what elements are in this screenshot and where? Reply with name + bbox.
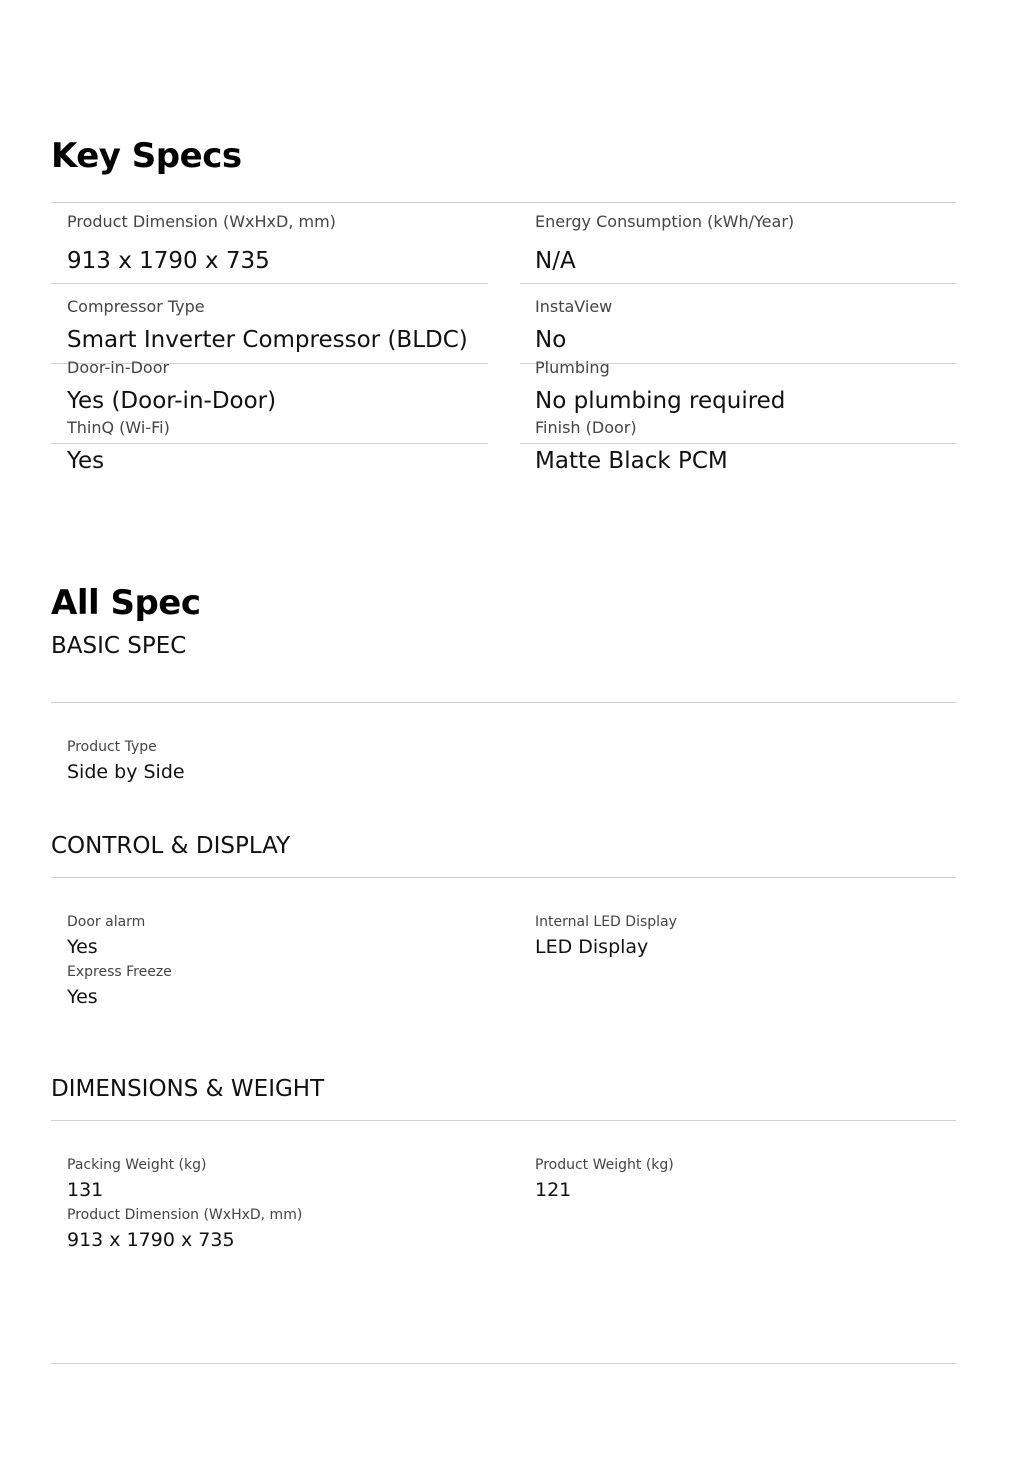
key-spec-label: Finish (Door) [535, 418, 637, 437]
spec-item [535, 1156, 674, 1202]
section-title-dimensions-weight: DIMENSIONS & WEIGHT [51, 1076, 325, 1102]
key-spec-divider [520, 283, 956, 284]
key-spec-item [535, 212, 794, 275]
spec-item [535, 913, 677, 959]
key-spec-label: Energy Consumption (kWh/Year) [535, 212, 795, 231]
spec-value: Yes [67, 986, 98, 1008]
key-spec-label: Compressor Type [67, 297, 205, 316]
key-spec-value: Yes [67, 448, 105, 474]
spec-label: Packing Weight (kg) [67, 1157, 207, 1173]
spec-item [67, 738, 185, 784]
key-spec-value: 913 x 1790 x 735 [67, 248, 270, 274]
key-spec-value: No [535, 327, 567, 353]
key-spec-value: No plumbing required [535, 388, 786, 414]
section-divider [51, 877, 956, 878]
spec-value: LED Display [535, 936, 649, 958]
section-title-basic-spec: BASIC SPEC [51, 633, 187, 659]
key-spec-value: N/A [535, 248, 576, 274]
section-divider [51, 1120, 956, 1121]
spec-item [67, 1156, 206, 1202]
all-spec-title: All Spec [51, 583, 201, 623]
spec-value: Yes [67, 936, 98, 958]
spec-label: Product Weight (kg) [535, 1157, 674, 1173]
spec-value: 121 [535, 1179, 572, 1201]
footer-divider [51, 1363, 956, 1364]
spec-item [67, 913, 145, 959]
spec-label: Express Freeze [67, 964, 172, 980]
spec-label: Product Type [67, 739, 157, 755]
spec-item [67, 963, 172, 1009]
key-spec-item [535, 297, 612, 354]
spec-value: 131 [67, 1179, 104, 1201]
key-spec-item [67, 212, 336, 275]
key-spec-label: Door-in-Door [67, 358, 170, 377]
key-spec-label: ThinQ (Wi-Fi) [67, 418, 170, 437]
key-spec-label: InstaView [535, 297, 613, 316]
key-spec-label: Product Dimension (WxHxD, mm) [67, 212, 336, 231]
key-spec-item [67, 358, 276, 415]
spec-item [67, 1206, 302, 1252]
key-spec-value: Yes (Door-in-Door) [67, 388, 277, 414]
key-spec-value: Matte Black PCM [535, 448, 728, 474]
key-spec-value: Smart Inverter Compressor (BLDC) [67, 327, 468, 353]
key-spec-item [67, 418, 170, 475]
key-specs-top-divider [51, 202, 956, 203]
spec-label: Door alarm [67, 914, 146, 930]
spec-value: Side by Side [67, 761, 185, 783]
key-spec-divider [51, 283, 488, 284]
key-spec-item [535, 358, 785, 415]
key-specs-title: Key Specs [51, 136, 242, 176]
key-spec-item [67, 297, 468, 354]
key-spec-item [535, 418, 728, 475]
section-title-control-display: CONTROL & DISPLAY [51, 833, 291, 859]
key-spec-label: Plumbing [535, 358, 610, 377]
spec-label: Product Dimension (WxHxD, mm) [67, 1207, 303, 1223]
spec-label: Internal LED Display [535, 914, 677, 930]
spec-value: 913 x 1790 x 735 [67, 1229, 235, 1251]
section-divider [51, 702, 956, 703]
